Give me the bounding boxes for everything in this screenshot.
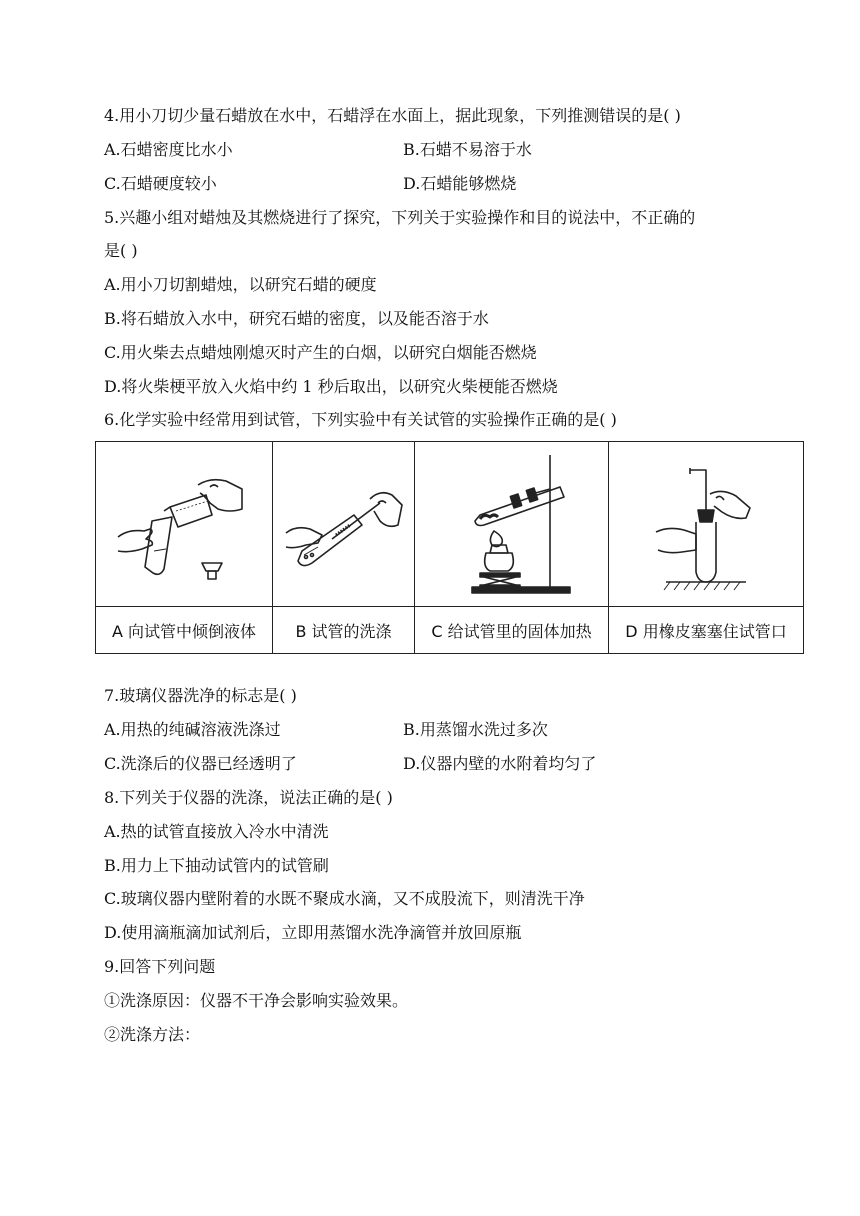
- figure-a-cell: [96, 442, 273, 607]
- pouring-liquid-illustration: [114, 459, 254, 589]
- figure-c-caption: C 给试管里的固体加热: [415, 607, 609, 654]
- figure-b-cell: [273, 442, 415, 607]
- q6-figure-table: [95, 441, 804, 654]
- q7-stem: 7.玻璃仪器洗净的标志是( ): [104, 686, 297, 705]
- figure-d-cell: [609, 442, 804, 607]
- q8-option-b: B.用力上下抽动试管内的试管刷: [104, 856, 329, 875]
- q5-option-d: D.将火柴梗平放入火焰中约 1 秒后取出，以研究火柴梗能否燃烧: [104, 377, 558, 396]
- q4-option-b: B.石蜡不易溶于水: [403, 140, 532, 159]
- q9-item-2: ②洗涤方法：: [104, 1025, 201, 1044]
- q4-stem: 4.用小刀切少量石蜡放在水中，石蜡浮在水面上，据此现象，下列推测错误的是( ): [104, 106, 681, 125]
- q9-stem: 9.回答下列问题: [104, 957, 216, 976]
- q8-option-a: A.热的试管直接放入冷水中清洗: [104, 822, 329, 841]
- q4-option-c: C.石蜡硬度较小: [104, 174, 217, 193]
- q8-stem: 8.下列关于仪器的洗涤，说法正确的是( ): [104, 788, 393, 807]
- q8-option-c: C.玻璃仪器内壁附着的水既不聚成水滴，又不成股流下，则清洗干净: [104, 889, 585, 908]
- stoppering-tube-illustration: [646, 454, 766, 594]
- tube-washing-illustration: [284, 459, 404, 589]
- q7-option-a: A.用热的纯碱溶液洗涤过: [104, 720, 281, 739]
- figure-a-caption: A 向试管中倾倒液体: [96, 607, 273, 654]
- q8-option-d: D.使用滴瓶滴加试剂后，立即用蒸馏水洗净滴管并放回原瓶: [104, 923, 522, 942]
- q7-option-b: B.用蒸馏水洗过多次: [403, 720, 548, 739]
- q5-option-c: C.用火柴去点蜡烛刚熄灭时产生的白烟，以研究白烟能否燃烧: [104, 343, 537, 362]
- figure-b-caption: B 试管的洗涤: [273, 607, 415, 654]
- q9-item-1: ①洗涤原因：仪器不干净会影响实验效果。: [104, 991, 409, 1010]
- q5-stem-line1: 5.兴趣小组对蜡烛及其燃烧进行了探究，下列关于实验操作和目的说法中，不正确的: [104, 208, 696, 227]
- q4-option-d: D.石蜡能够燃烧: [403, 174, 517, 193]
- q6-stem: 6.化学实验中经常用到试管，下列实验中有关试管的实验操作正确的是( ): [104, 410, 617, 429]
- q7-option-c: C.洗涤后的仪器已经透明了: [104, 754, 297, 773]
- q5-option-b: B.将石蜡放入水中，研究石蜡的密度，以及能否溶于水: [104, 309, 489, 328]
- q4-option-a: A.石蜡密度比水小: [104, 140, 233, 159]
- figure-d-caption: D 用橡皮塞塞住试管口: [609, 607, 804, 654]
- heating-solid-illustration: [442, 449, 582, 599]
- figure-c-cell: [415, 442, 609, 607]
- q5-stem-line2: 是( ): [104, 241, 138, 260]
- q7-option-d: D.仪器内壁的水附着均匀了: [403, 754, 597, 773]
- q5-option-a: A.用小刀切割蜡烛，以研究石蜡的硬度: [104, 275, 377, 294]
